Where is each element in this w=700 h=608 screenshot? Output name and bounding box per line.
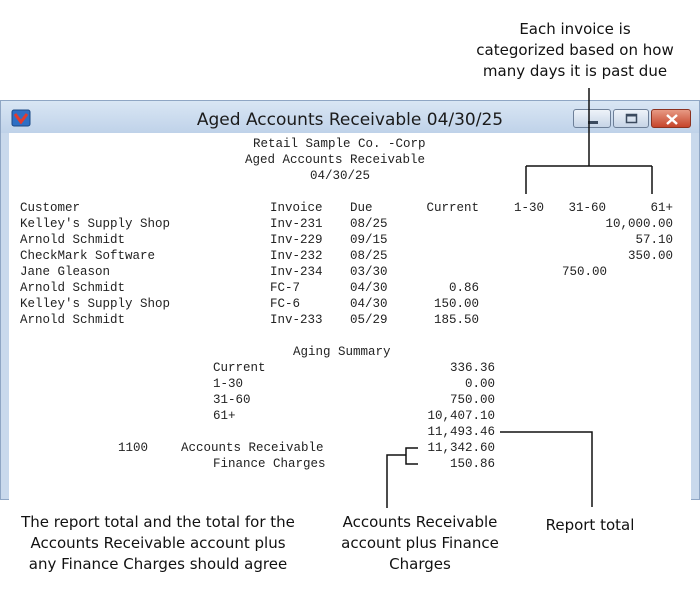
cell-invoice: Inv-234: [270, 265, 323, 279]
finance-charges-value: 150.86: [449, 457, 495, 471]
callout-report-total: Report total: [545, 516, 635, 534]
cell-due: 03/30: [350, 265, 388, 279]
callout-line: account plus Finance: [341, 534, 499, 552]
aging-summary-heading: Aging Summary: [293, 345, 391, 359]
report-date: 04/30/25: [310, 169, 371, 183]
cell-current: 150.00: [433, 297, 479, 311]
summary-label-1-30: 1-30: [213, 377, 244, 391]
cell-invoice: Inv-231: [270, 217, 323, 231]
col-header-invoice: Invoice: [270, 201, 323, 215]
cell-due: 08/25: [350, 217, 388, 231]
col-header-61plus: 61+: [650, 201, 673, 215]
minimize-icon: [574, 110, 612, 129]
cell-due: 04/30: [350, 297, 388, 311]
callout-line: Charges: [389, 555, 451, 573]
col-header-1-30: 1-30: [513, 201, 544, 215]
cell-current: 0.86: [448, 281, 479, 295]
maximize-button[interactable]: [613, 109, 649, 128]
report-title: Aged Accounts Receivable: [245, 153, 426, 167]
callout-line: Accounts Receivable account plus: [30, 534, 286, 552]
summary-value-61plus: 10,407.10: [427, 409, 495, 423]
callout-line: any Finance Charges should agree: [28, 555, 288, 573]
callout-ar-plus-finance: [325, 512, 515, 575]
cell-customer: CheckMark Software: [20, 249, 156, 263]
cell-invoice: FC-7: [270, 281, 301, 295]
cell-customer: Arnold Schmidt: [20, 233, 126, 247]
cell-customer: Jane Gleason: [20, 265, 111, 279]
col-header-due: Due: [350, 201, 373, 215]
report-window: [0, 100, 700, 500]
close-icon: [652, 110, 692, 129]
window-title: Aged Accounts Receivable 04/30/25: [196, 110, 504, 130]
finance-charges-label: Finance Charges: [213, 457, 326, 471]
cell-customer: Arnold Schmidt: [20, 281, 126, 295]
callout-line: The report total and the total for the: [21, 513, 295, 531]
minimize-button[interactable]: [573, 109, 611, 128]
cell-customer: Arnold Schmidt: [20, 313, 126, 327]
callout-aging-columns: [460, 19, 690, 82]
cell-due: 08/25: [350, 249, 388, 263]
summary-value-1-30: 0.00: [464, 377, 495, 391]
col-header-31-60: 31-60: [568, 201, 606, 215]
col-header-current: Current: [426, 201, 479, 215]
ar-account-number: 1100: [118, 441, 149, 455]
cell-current: 185.50: [433, 313, 479, 327]
callout-totals-agree: [8, 512, 308, 575]
summary-label-61plus: 61+: [213, 409, 236, 423]
callout-line: Accounts Receivable: [342, 513, 498, 531]
col-header-customer: Customer: [20, 201, 81, 215]
cell-invoice: Inv-233: [270, 313, 323, 327]
maximize-icon: [614, 110, 650, 129]
summary-label-31-60: 31-60: [213, 393, 251, 407]
cell-due: 04/30: [350, 281, 388, 295]
cell-customer: Kelley's Supply Shop: [20, 297, 171, 311]
ar-account-name: Accounts Receivable: [181, 441, 324, 455]
cell-customer: Kelley's Supply Shop: [20, 217, 171, 231]
callout-line: Each invoice is: [519, 20, 631, 38]
cell-61plus: 10,000.00: [605, 217, 673, 231]
cell-31-60: 750.00: [561, 265, 607, 279]
cell-61plus: 57.10: [635, 233, 673, 247]
callout-line: categorized based on how: [476, 41, 674, 59]
close-button[interactable]: [651, 109, 691, 128]
ar-account-value: 11,342.60: [427, 441, 495, 455]
title-bar[interactable]: [1, 101, 699, 133]
summary-value-current: 336.36: [449, 361, 495, 375]
cell-due: 09/15: [350, 233, 388, 247]
report-area[interactable]: [9, 133, 691, 501]
summary-value-31-60: 750.00: [449, 393, 495, 407]
company-name: Retail Sample Co. -Corp: [253, 137, 426, 151]
cell-61plus: 350.00: [627, 249, 673, 263]
cell-invoice: Inv-229: [270, 233, 323, 247]
cell-invoice: FC-6: [270, 297, 301, 311]
report-total-value: 11,493.46: [427, 425, 495, 439]
cell-due: 05/29: [350, 313, 388, 327]
summary-label-current: Current: [213, 361, 266, 375]
callout-line: many days it is past due: [482, 62, 668, 80]
cell-invoice: Inv-232: [270, 249, 323, 263]
